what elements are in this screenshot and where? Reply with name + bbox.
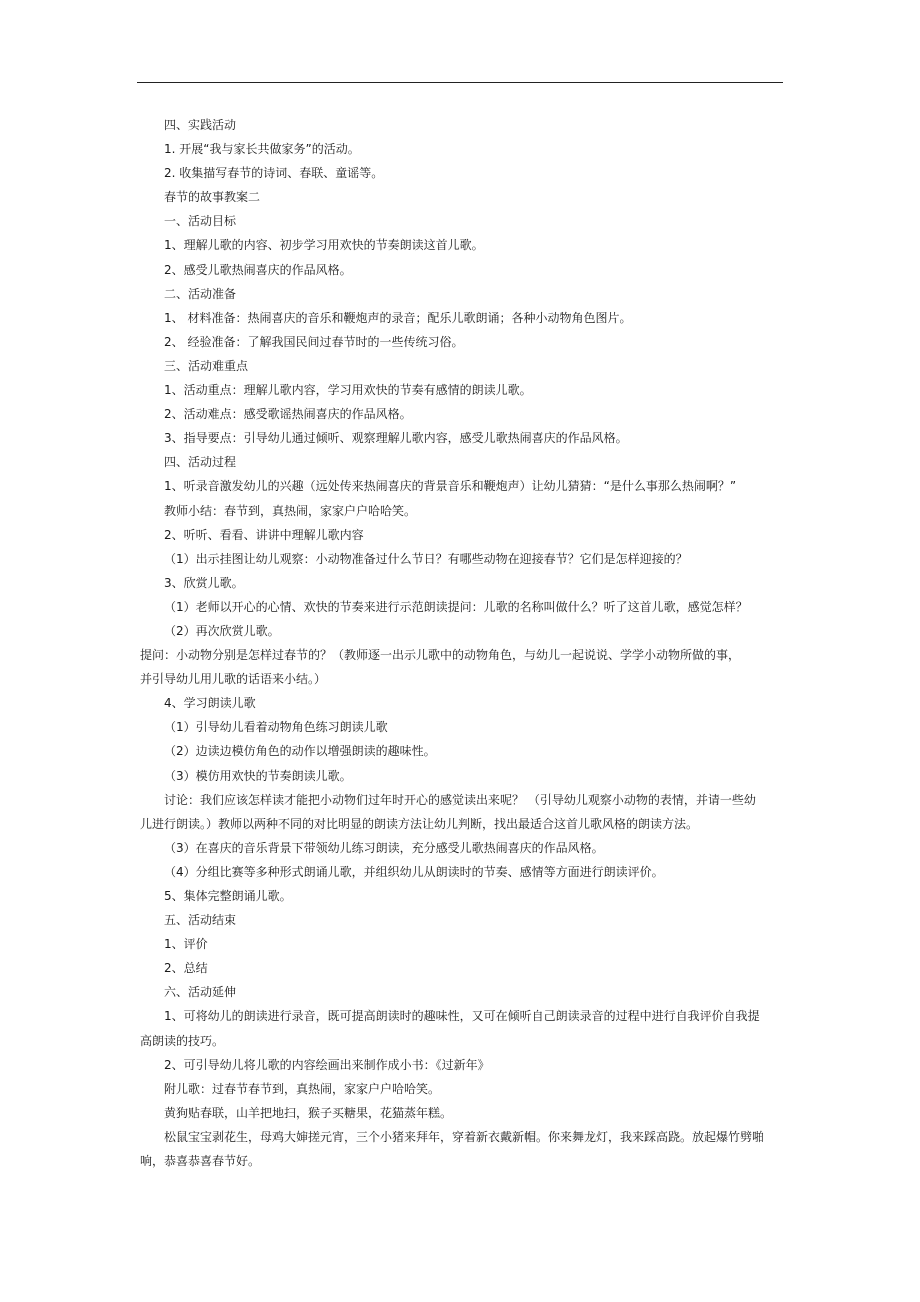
text-line: 讨论：我们应该怎样读才能把小动物们过年时开心的感觉读出来呢？ （引导幼儿观察小动物的表情，并请一些幼 [164,792,756,807]
text-line: 2、总结 [164,961,208,976]
text-line: （3）在喜庆的音乐背景下带领幼儿练习朗读，充分感受儿歌热闹喜庆的作品风格。 [164,840,604,855]
text-line: （4）分组比赛等多种形式朗诵儿歌，并组织幼儿从朗读时的节奏、感情等方面进行朗读评价。 [164,864,664,879]
document-body [140,113,790,1173]
text-line: 1、评价 [164,937,208,952]
text-line: （2）边读边模仿角色的动作以增强朗读的趣味性。 [164,744,436,759]
text-line: 2、 经验准备：了解我国民间过春节时的一些传统习俗。 [164,334,464,349]
text-line: 一、活动目标 [164,214,237,229]
text-line: 2. 收集描写春节的诗词、春联、童谣等。 [164,166,384,181]
text-line: 教师小结：春节到，真热闹，家家户户哈哈笑。 [164,503,417,518]
text-line: 1、活动重点：理解儿歌内容，学习用欢快的节奏有感情的朗读儿歌。 [164,383,532,398]
text-line: 1、可将幼儿的朗读进行录音，既可提高朗读时的趣味性，又可在倾听自己朗读录音的过程中进行自我评价自我提 [164,1009,760,1024]
text-line: （2）再次欣赏儿歌。 [164,623,280,638]
text-line: 春节的故事教案二 [164,190,261,205]
text-line: 四、实践活动 [164,118,237,132]
text-line: 儿进行朗读。）教师以两种不同的对比明显的朗读方法让幼儿判断，找出最适合这首儿歌风格的朗读方法。 [140,816,699,831]
text-line: 2、活动难点：感受歌谣热闹喜庆的作品风格。 [164,407,412,422]
text-line: 1、 材料准备：热闹喜庆的音乐和鞭炮声的录音；配乐儿歌朗诵；各种小动物角色图片。 [164,310,632,325]
text-line: 2、可引导幼儿将儿歌的内容绘画出来制作成小书：《过新年》 [164,1057,490,1072]
text-line: 二、活动准备 [164,286,237,301]
text-line: （1）引导幼儿看着动物角色练习朗读儿歌 [164,720,388,735]
text-line: 高朗读的技巧。 [140,1033,225,1048]
text-line: （1）老师以开心的心情、欢快的节奏来进行示范朗读提问：儿歌的名称叫做什么？听了这首儿歌，感觉怎样？ [164,599,748,614]
text-line: 四、活动过程 [164,455,237,470]
text-line: 5、集体完整朗诵儿歌。 [164,889,292,903]
text-line: （1）出示挂图让幼儿观察：小动物准备过什么节日？有哪些动物在迎接春节？它们是怎样迎接的？ [164,551,688,566]
text-line: 黄狗贴春联，山羊把地扫，猴子买糖果，花猫蒸年糕。 [164,1105,453,1120]
text-line: 松鼠宝宝剥花生，母鸡大婶搓元宵，三个小猪来拜年，穿着新衣戴新帽。你来舞龙灯，我来踩高跷。放起爆竹劈啪 [164,1129,765,1144]
text-line: 并引导幼儿用儿歌的话语来小结。） [140,672,327,687]
text-line: 五、活动结束 [164,913,237,928]
text-line: 三、活动难重点 [164,358,249,373]
text-line: 2、听听、看看、讲讲中理解儿歌内容 [164,527,364,542]
text-line: 提问：小动物分别是怎样过春节的？（教师逐一出示儿歌中的动物角色，与幼儿一起说说、学学小动物所做的事， [140,648,741,663]
text-line: 1、理解儿歌的内容、初步学习用欢快的节奏朗读这首儿歌。 [164,238,484,253]
text-line: 附儿歌：过春节春节到，真热闹，家家户户哈哈笑。 [164,1081,441,1096]
text-line: （3）模仿用欢快的节奏朗读儿歌。 [164,768,352,783]
text-line: 2、感受儿歌热闹喜庆的作品风格。 [164,262,352,277]
text-line: 1. 开展“我与家长共做家务”的活动。 [164,142,360,157]
text-line: 3、欣赏儿歌。 [164,575,244,590]
text-line: 4、学习朗读儿歌 [164,696,256,711]
text-line: 响，恭喜恭喜春节好。 [140,1154,261,1169]
text-line: 1、听录音激发幼儿的兴趣（远处传来热闹喜庆的背景音乐和鞭炮声）让幼儿猜猜：“是什么事那么热闹啊？” [164,479,737,494]
text-line: 六、活动延伸 [164,985,237,1000]
header-rule [137,82,783,83]
text-line: 3、指导要点：引导幼儿通过倾听、观察理解儿歌内容，感受儿歌热闹喜庆的作品风格。 [164,431,628,446]
